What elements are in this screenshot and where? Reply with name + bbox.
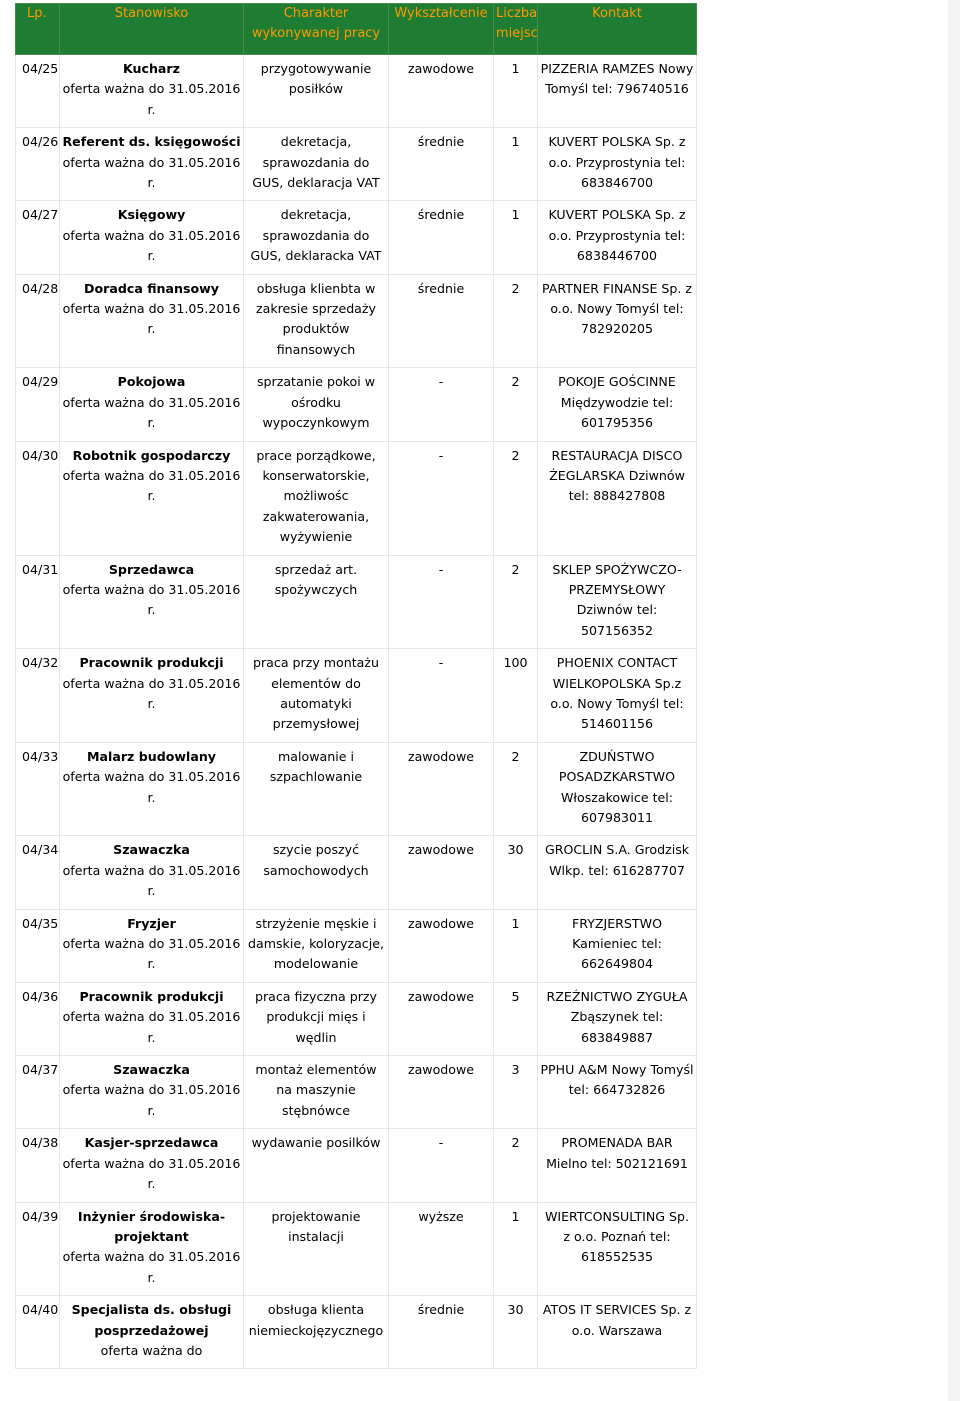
- education-level: -: [389, 1129, 494, 1202]
- job-offers-body: [16, 55, 697, 1369]
- offer-validity: oferta ważna do 31.05.2016 r.: [62, 301, 241, 337]
- position-title: Księgowy: [117, 207, 186, 223]
- employer-contact: RZEŹNICTWO ZYGUŁA Zbąszynek tel: 683849887: [538, 982, 697, 1055]
- position-cell: [60, 1296, 244, 1369]
- offer-validity: oferta ważna do 31.05.2016 r.: [62, 467, 241, 504]
- offer-validity: oferta ważna do 31.05.2016 r.: [62, 936, 241, 972]
- work-description: wydawanie posilków: [244, 1129, 389, 1202]
- offer-validity: oferta ważna do: [100, 1342, 203, 1358]
- offer-number: 04/36: [16, 982, 60, 1055]
- employer-contact: KUVERT POLSKA Sp. z o.o. Przyprostynia tel: 683846700: [538, 128, 697, 201]
- education-level: -: [389, 649, 494, 743]
- table-row: [16, 982, 697, 1055]
- education-level: średnie: [389, 1296, 494, 1369]
- position-title: Szawaczka: [113, 842, 190, 858]
- places-count: 2: [494, 555, 538, 649]
- places-count: 1: [494, 128, 538, 201]
- places-count: 30: [494, 836, 538, 909]
- work-description: praca przy montażu elementów do automatyki przemysłowej: [244, 649, 389, 743]
- offer-number: 04/34: [16, 836, 60, 909]
- position-cell: [60, 368, 244, 441]
- position-title: Kucharz: [123, 61, 180, 76]
- education-level: zawodowe: [389, 742, 494, 836]
- position-title: Doradca finansowy: [84, 280, 219, 296]
- work-description: malowanie i szpachlowanie: [244, 742, 389, 836]
- position-title: Pracownik produkcji: [79, 655, 224, 671]
- offer-validity: oferta ważna do 31.05.2016 r.: [62, 227, 241, 264]
- page-margin-strip: [948, 0, 960, 1401]
- offer-validity: oferta ważna do 31.05.2016 r.: [62, 1155, 241, 1192]
- work-description: szycie poszyć samochowodych: [244, 836, 389, 909]
- offer-validity: oferta ważna do 31.05.2016 r.: [62, 675, 241, 711]
- employer-contact: PROMENADA BAR Mielno tel: 502121691: [538, 1129, 697, 1202]
- places-count: 100: [494, 649, 538, 743]
- work-description: dekretacja, sprawozdania do GUS, deklaracka VAT: [244, 201, 389, 274]
- position-cell: [60, 909, 244, 982]
- offer-number: 04/33: [16, 742, 60, 836]
- table-row: [16, 128, 697, 201]
- header-lp: Lp.: [16, 4, 60, 55]
- table-row: [16, 274, 697, 368]
- table-row: [16, 201, 697, 274]
- header-position: Stanowisko: [60, 4, 244, 55]
- offer-validity: oferta ważna do 31.05.2016 r.: [62, 1009, 241, 1045]
- employer-contact: GROCLIN S.A. Grodzisk Wlkp. tel: 616287707: [538, 836, 697, 909]
- education-level: średnie: [389, 128, 494, 201]
- offer-validity: oferta ważna do 31.05.2016 r.: [62, 862, 241, 899]
- offer-number: 04/35: [16, 909, 60, 982]
- position-cell: [60, 441, 244, 555]
- employer-contact: KUVERT POLSKA Sp. z o.o. Przyprostynia tel: 6838446700: [538, 201, 697, 274]
- table-row: [16, 1296, 697, 1369]
- offer-number: 04/31: [16, 555, 60, 649]
- position-title: Fryzjer: [127, 915, 176, 931]
- work-description: przygotowywanie posiłków: [244, 55, 389, 128]
- offer-number: 04/30: [16, 441, 60, 555]
- header-character: Charakter wykonywanej pracy: [244, 4, 389, 55]
- employer-contact: SKLEP SPOŻYWCZO-PRZEMYSŁOWY Dziwnów tel: 507156352: [538, 555, 697, 649]
- education-level: -: [389, 368, 494, 441]
- header-contact: Kontakt: [538, 4, 697, 55]
- places-count: 1: [494, 55, 538, 128]
- position-cell: [60, 555, 244, 649]
- employer-contact: ZDUŃSTWO POSADZKARSTWO Włoszakowice tel: 607983011: [538, 742, 697, 836]
- education-level: zawodowe: [389, 909, 494, 982]
- work-description: sprzatanie pokoi w ośrodku wypoczynkowym: [244, 368, 389, 441]
- table-row: [16, 441, 697, 555]
- job-offers-table: [15, 3, 697, 1369]
- offer-validity: oferta ważna do 31.05.2016 r.: [62, 394, 241, 431]
- education-level: zawodowe: [389, 982, 494, 1055]
- places-count: 1: [494, 201, 538, 274]
- offer-validity: oferta ważna do 31.05.2016 r.: [62, 581, 241, 618]
- work-description: montaż elementów na maszynie stębnówce: [244, 1056, 389, 1129]
- position-cell: [60, 649, 244, 743]
- offer-number: 04/38: [16, 1129, 60, 1202]
- position-cell: [60, 742, 244, 836]
- employer-contact: PIZZERIA RAMZES Nowy Tomyśl tel: 796740516: [538, 55, 697, 128]
- education-level: średnie: [389, 201, 494, 274]
- table-header-row: [16, 4, 697, 55]
- employer-contact: RESTAURACJA DISCO ŻEGLARSKA Dziwnów tel: 888427808: [538, 441, 697, 555]
- table-row: [16, 1056, 697, 1129]
- offer-number: 04/37: [16, 1056, 60, 1129]
- places-count: 30: [494, 1296, 538, 1369]
- offer-number: 04/26: [16, 128, 60, 201]
- places-count: 2: [494, 368, 538, 441]
- offer-validity: oferta ważna do 31.05.2016 r.: [62, 81, 241, 117]
- offer-number: 04/27: [16, 201, 60, 274]
- offer-validity: oferta ważna do 31.05.2016 r.: [62, 1082, 241, 1118]
- offer-number: 04/28: [16, 274, 60, 368]
- table-row: [16, 55, 697, 128]
- table-row: [16, 368, 697, 441]
- job-offers-page: [15, 3, 696, 1369]
- position-cell: [60, 1056, 244, 1129]
- work-description: projektowanie instalacji: [244, 1202, 389, 1296]
- table-row: [16, 909, 697, 982]
- education-level: -: [389, 555, 494, 649]
- position-title: Malarz budowlany: [86, 748, 217, 764]
- position-title: Szawaczka: [113, 1062, 190, 1078]
- work-description: strzyżenie męskie i damskie, koloryzacje, modelowanie: [244, 909, 389, 982]
- employer-contact: WIERTCONSULTING Sp. z o.o. Poznań tel: 618552535: [538, 1202, 697, 1296]
- work-description: prace porządkowe, konserwatorskie, możliwośc zakwaterowania, wyżywienie: [244, 441, 389, 555]
- position-cell: [60, 201, 244, 274]
- table-row: [16, 742, 697, 836]
- position-title: Kasjer-sprzedawca: [84, 1135, 219, 1151]
- offer-number: 04/40: [16, 1296, 60, 1369]
- work-description: praca fizyczna przy produkcji mięs i wędlin: [244, 982, 389, 1055]
- position-title: Pokojowa: [117, 374, 186, 390]
- employer-contact: PPHU A&M Nowy Tomyśl tel: 664732826: [538, 1056, 697, 1129]
- offer-number: 04/39: [16, 1202, 60, 1296]
- position-title: Referent ds. księgowości: [62, 134, 241, 150]
- offer-number: 04/29: [16, 368, 60, 441]
- places-count: 2: [494, 742, 538, 836]
- work-description: dekretacja, sprawozdania do GUS, deklaracja VAT: [244, 128, 389, 201]
- employer-contact: PARTNER FINANSE Sp. z o.o. Nowy Tomyśl tel: 782920205: [538, 274, 697, 368]
- education-level: zawodowe: [389, 836, 494, 909]
- education-level: zawodowe: [389, 55, 494, 128]
- position-cell: [60, 836, 244, 909]
- places-count: 2: [494, 441, 538, 555]
- position-cell: [60, 1129, 244, 1202]
- position-cell: [60, 128, 244, 201]
- education-level: zawodowe: [389, 1056, 494, 1129]
- employer-contact: PHOENIX CONTACT WIELKOPOLSKA Sp.z o.o. Nowy Tomyśl tel: 514601156: [538, 649, 697, 743]
- position-title: Inżynier środowiska-projektant: [77, 1208, 226, 1244]
- position-cell: [60, 1202, 244, 1296]
- offer-validity: oferta ważna do 31.05.2016 r.: [62, 154, 241, 191]
- position-title: Robotnik gospodarczy: [72, 447, 231, 463]
- offer-validity: oferta ważna do 31.05.2016 r.: [62, 1249, 241, 1285]
- table-row: [16, 1129, 697, 1202]
- education-level: -: [389, 441, 494, 555]
- places-count: 2: [494, 1129, 538, 1202]
- employer-contact: POKOJE GOŚCINNE Międzywodzie tel: 601795356: [538, 368, 697, 441]
- table-row: [16, 836, 697, 909]
- position-title: Pracownik produkcji: [79, 988, 224, 1004]
- employer-contact: ATOS IT SERVICES Sp. z o.o. Warszawa: [538, 1296, 697, 1369]
- work-description: obsługa klienbta w zakresie sprzedaży produktów finansowych: [244, 274, 389, 368]
- position-cell: [60, 55, 244, 128]
- position-title: Specjalista ds. obsługi posprzedażowej: [71, 1302, 232, 1338]
- places-count: 2: [494, 274, 538, 368]
- offer-validity: oferta ważna do 31.05.2016 r.: [62, 769, 241, 805]
- employer-contact: FRYZJERSTWO Kamieniec tel: 662649804: [538, 909, 697, 982]
- position-title: Sprzedawca: [108, 561, 195, 577]
- places-count: 5: [494, 982, 538, 1055]
- education-level: średnie: [389, 274, 494, 368]
- header-education: Wykształcenie: [389, 4, 494, 55]
- education-level: wyższe: [389, 1202, 494, 1296]
- places-count: 1: [494, 1202, 538, 1296]
- offer-number: 04/25: [16, 55, 60, 128]
- offer-number: 04/32: [16, 649, 60, 743]
- work-description: obsługa klienta niemieckojęzycznego: [244, 1296, 389, 1369]
- header-places: Liczba miejsc: [494, 4, 538, 55]
- table-row: [16, 555, 697, 649]
- work-description: sprzedaż art. spożywczych: [244, 555, 389, 649]
- position-cell: [60, 274, 244, 368]
- position-cell: [60, 982, 244, 1055]
- places-count: 1: [494, 909, 538, 982]
- table-row: [16, 1202, 697, 1296]
- table-row: [16, 649, 697, 743]
- places-count: 3: [494, 1056, 538, 1129]
